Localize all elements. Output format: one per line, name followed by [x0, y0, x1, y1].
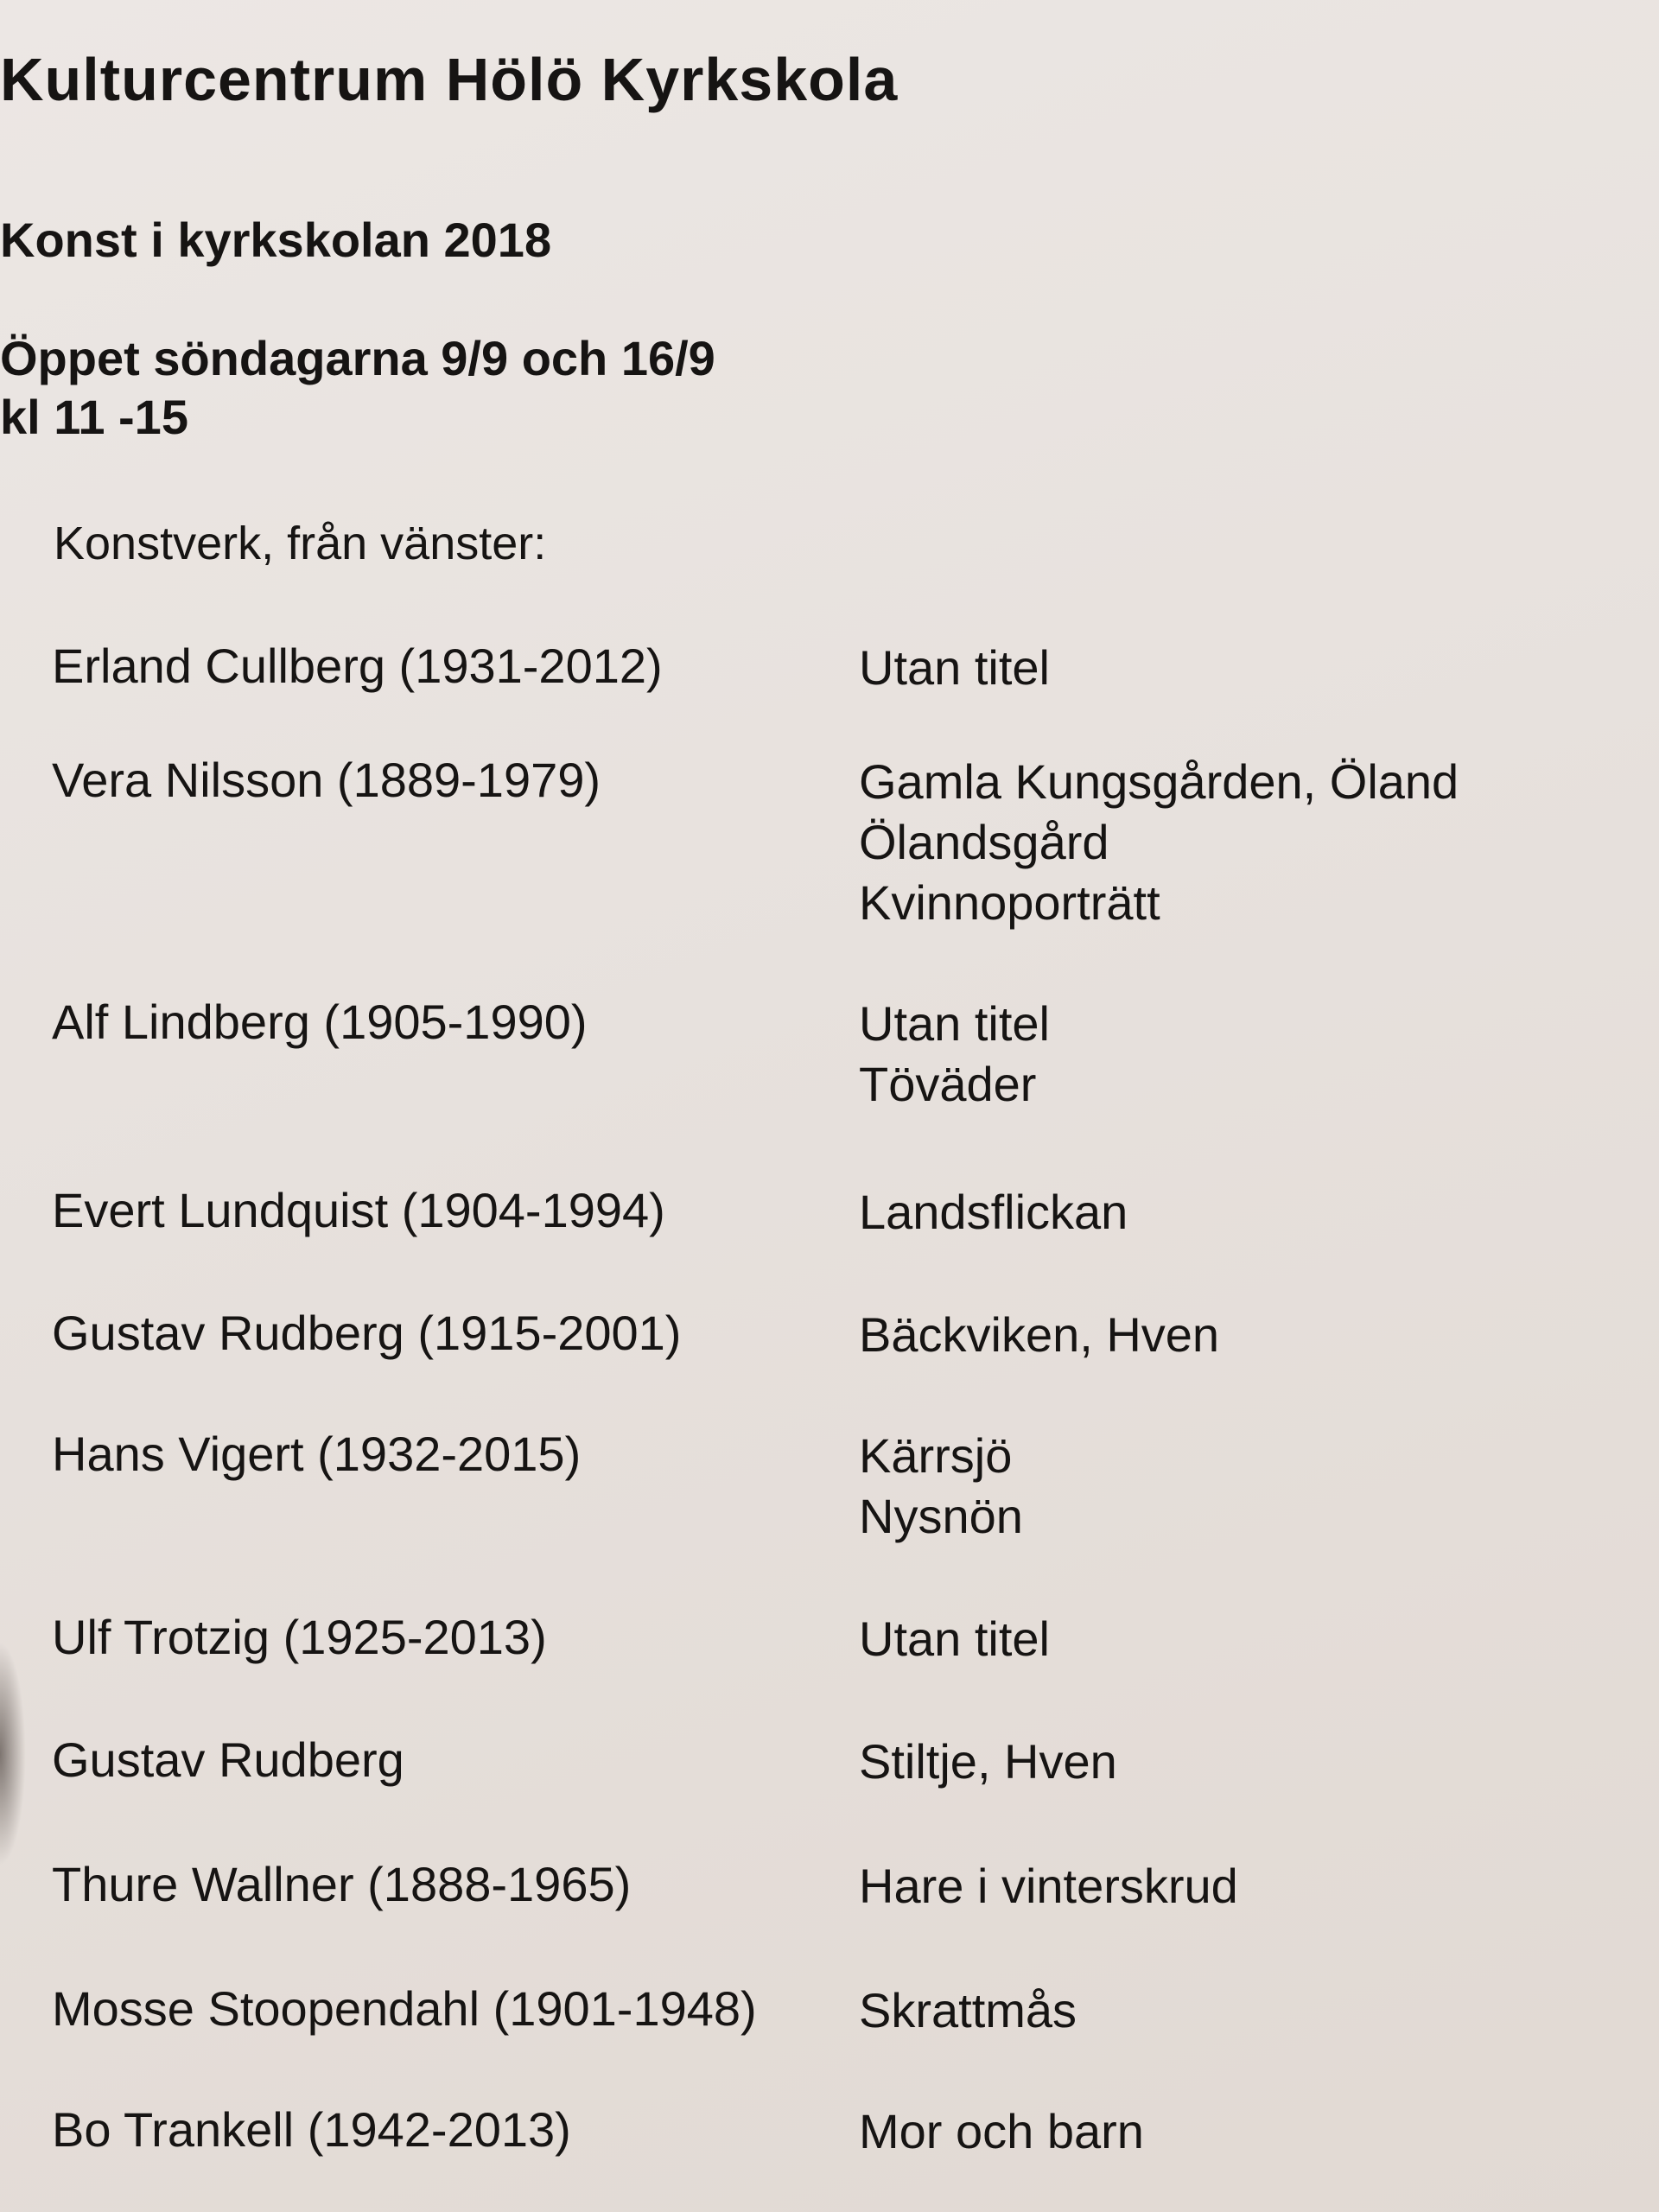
artwork-titles: [859, 1732, 1117, 1792]
artwork-title: Nysnön: [859, 1489, 1023, 1543]
artwork-title: Ölandsgård: [859, 815, 1109, 869]
artwork-title: Bäckviken, Hven: [859, 1307, 1220, 1362]
artist-name: Hans Vigert (1932-2015): [52, 1427, 582, 1481]
artwork-titles: [859, 2101, 1144, 2162]
artist-name: Alf Lindberg (1905-1990): [52, 995, 588, 1049]
artwork-list-intro: Konstverk, från vänster:: [54, 518, 547, 569]
artwork-title: Skrattmås: [859, 1983, 1077, 2037]
artist-name: Gustav Rudberg (1915-2001): [52, 1306, 682, 1360]
artist-name: Evert Lundquist (1904-1994): [52, 1183, 665, 1237]
artwork-titles: [859, 1305, 1219, 1365]
artist-name: Thure Wallner (1888-1965): [52, 1857, 632, 1911]
exhibition-subtitle: Konst i kyrkskolan 2018: [0, 213, 552, 267]
artwork-title: Utan titel: [859, 996, 1050, 1051]
artwork-title: Kärrsjö: [859, 1428, 1013, 1483]
artwork-title: Mor och barn: [859, 2104, 1144, 2158]
artwork-titles: [859, 1182, 1128, 1243]
artwork-titles: [859, 638, 1050, 698]
artist-name: Ulf Trotzig (1925-2013): [52, 1610, 547, 1664]
artwork-title: Landsflickan: [859, 1185, 1128, 1239]
artwork-title: Hare i vinterskrud: [859, 1859, 1238, 1913]
artwork-titles: [859, 1609, 1050, 1669]
artwork-titles: [859, 752, 1459, 933]
artwork-titles: [859, 1856, 1238, 1916]
document-title: Kulturcentrum Hölö Kyrkskola: [0, 46, 899, 113]
artwork-title: Utan titel: [859, 640, 1050, 695]
artwork-titles: [859, 994, 1050, 1115]
artist-name: Erland Cullberg (1931-2012): [52, 639, 663, 693]
artwork-titles: [859, 1426, 1023, 1547]
artist-name: Bo Trankell (1942-2013): [52, 2102, 571, 2157]
artwork-title: Stiltje, Hven: [859, 1734, 1117, 1789]
artist-name: Mosse Stoopendahl (1901-1948): [52, 1981, 757, 2036]
artwork-titles: [859, 1980, 1077, 2041]
artwork-title: Gamla Kungsgården, Öland: [859, 754, 1459, 809]
artist-name: Gustav Rudberg: [52, 1732, 404, 1787]
artwork-title: Töväder: [859, 1057, 1037, 1111]
opening-days: Öppet söndagarna 9/9 och 16/9: [0, 331, 715, 385]
artwork-title: Kvinnoporträtt: [859, 875, 1160, 930]
artwork-title: Utan titel: [859, 1611, 1050, 1666]
artist-name: Vera Nilsson (1889-1979): [52, 753, 601, 807]
opening-hours: kl 11 -15: [0, 390, 188, 444]
page-edge-shadow: [0, 1642, 26, 1866]
